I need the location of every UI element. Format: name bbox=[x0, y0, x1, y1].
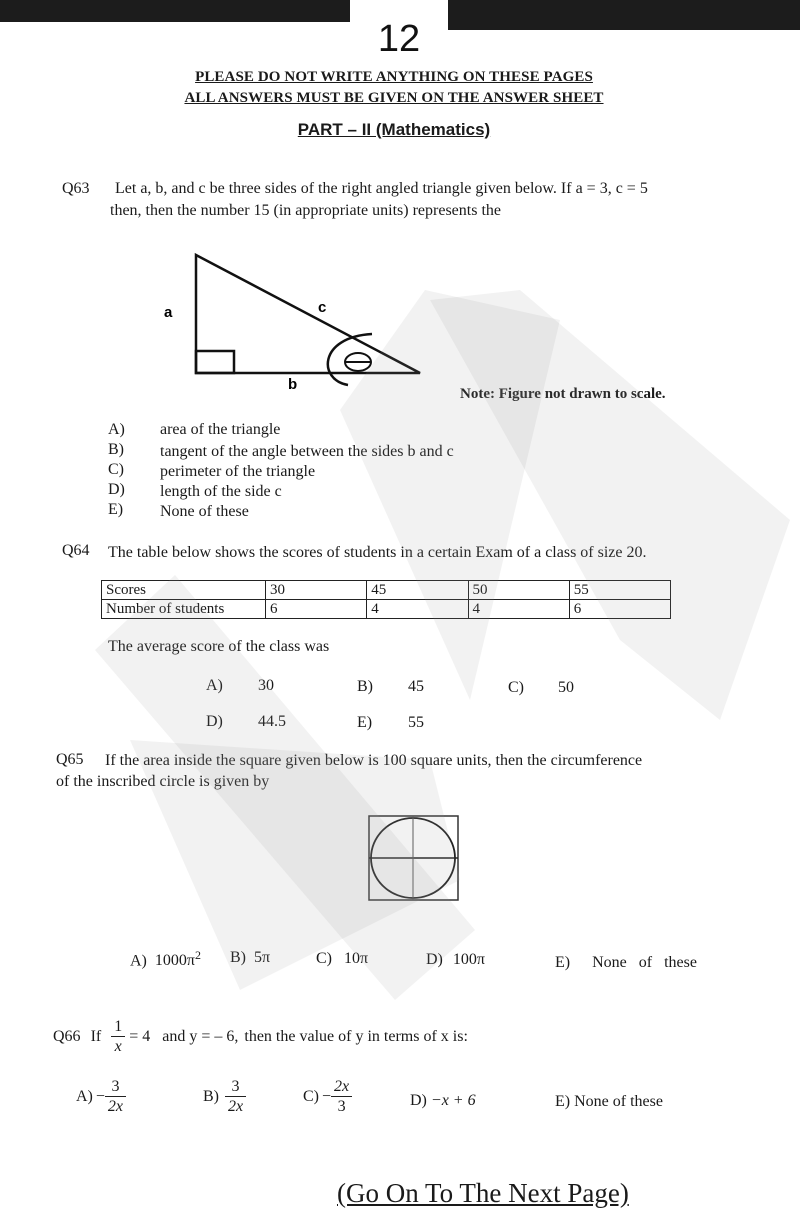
header-bar-left bbox=[0, 0, 350, 22]
q65-option-text: 1000π bbox=[154, 952, 195, 970]
option-sign: − bbox=[322, 1088, 332, 1105]
fraction-numerator: 2x bbox=[331, 1078, 352, 1097]
next-page-footer: (Go On To The Next Page) bbox=[337, 1178, 629, 1208]
option-fraction bbox=[331, 1078, 352, 1117]
q63-option-text: None of these bbox=[160, 503, 249, 520]
q66-number: Q66 bbox=[53, 1028, 81, 1045]
q64-option-text: 55 bbox=[408, 714, 424, 731]
q63-option-letter: E) bbox=[108, 501, 124, 518]
q66-option-c bbox=[303, 1075, 352, 1119]
q65-text-line1: If the area inside the square given below is 100 square units, then the circumference bbox=[105, 752, 643, 769]
q66-option-a bbox=[76, 1075, 126, 1119]
q66-option-letter: A) bbox=[76, 1088, 93, 1105]
q65-option-c bbox=[316, 950, 368, 968]
q66-option-d bbox=[410, 1092, 476, 1110]
q65-option-b bbox=[230, 949, 270, 967]
q64-option-text: 44.5 bbox=[258, 713, 286, 730]
table-cell: 4 bbox=[367, 600, 468, 619]
scores-table bbox=[101, 580, 671, 619]
table-cell: 4 bbox=[468, 600, 569, 619]
fraction-numerator: 3 bbox=[105, 1078, 126, 1097]
q64-option-letter: D) bbox=[206, 713, 223, 730]
q66-and: and y = – 6, bbox=[162, 1028, 239, 1045]
q64-option-letter: A) bbox=[206, 677, 223, 694]
part-title: PART – II (Mathematics) bbox=[297, 120, 491, 139]
table-row bbox=[102, 600, 671, 619]
q64-option-text: 45 bbox=[408, 678, 424, 695]
q65-option-letter: E) bbox=[555, 954, 571, 971]
q65-option-superscript: 2 bbox=[194, 948, 201, 962]
table-cell: 6 bbox=[569, 600, 670, 619]
table-cell: 30 bbox=[266, 581, 367, 600]
q63-number: Q63 bbox=[62, 180, 90, 197]
label-c: c bbox=[318, 299, 327, 316]
q65-option-letter: D) bbox=[426, 951, 443, 968]
q65-option-text: None of these bbox=[592, 954, 697, 971]
inscribed-circle-figure bbox=[366, 813, 462, 903]
q64-option-text: 30 bbox=[258, 677, 274, 694]
fraction-denominator: 2x bbox=[107, 1097, 124, 1115]
option-sign: − bbox=[95, 1088, 105, 1105]
q66-option-text: −x + 6 bbox=[430, 1092, 476, 1109]
q64-option-letter: C) bbox=[508, 679, 524, 696]
q64-text: The table below shows the scores of students in a certain Exam of a class of size 20. bbox=[108, 544, 647, 561]
q63-option-text: area of the triangle bbox=[160, 421, 281, 438]
q63-option-letter: D) bbox=[108, 481, 125, 498]
label-a: a bbox=[164, 304, 173, 321]
table-cell: 50 bbox=[468, 581, 569, 600]
header-bar-right bbox=[448, 0, 800, 30]
q66-option-letter: D) bbox=[410, 1092, 427, 1109]
q66-option-letter: B) bbox=[203, 1088, 219, 1105]
q65-option-e bbox=[555, 954, 697, 972]
q66-if: If bbox=[90, 1028, 102, 1045]
q64-question: The average score of the class was bbox=[108, 638, 330, 655]
q66-option-text: None of these bbox=[574, 1093, 663, 1110]
table-cell: 6 bbox=[266, 600, 367, 619]
q66-option-letter: E) bbox=[555, 1093, 571, 1110]
notice-line-1: PLEASE DO NOT WRITE ANYTHING ON THESE PAGES bbox=[195, 69, 593, 85]
q66-option-b bbox=[203, 1075, 246, 1119]
q63-option-letter: B) bbox=[108, 441, 124, 458]
q65-text-line2: of the inscribed circle is given by bbox=[56, 773, 270, 790]
fraction-denominator: x bbox=[114, 1037, 122, 1055]
q66-fraction bbox=[111, 1018, 125, 1057]
q66-option-letter: C) bbox=[303, 1088, 319, 1105]
option-fraction bbox=[225, 1078, 246, 1117]
q64-option-letter: B) bbox=[357, 678, 373, 695]
figure-note: Note: Figure not drawn to scale. bbox=[460, 386, 666, 402]
q65-option-a bbox=[130, 948, 201, 970]
fraction-denominator: 3 bbox=[337, 1097, 346, 1115]
table-header-cell: Scores bbox=[102, 581, 266, 600]
q65-option-text: 5π bbox=[254, 949, 271, 966]
q65-option-d bbox=[426, 951, 485, 969]
table-row bbox=[102, 581, 671, 600]
q63-option-text: perimeter of the triangle bbox=[160, 463, 316, 480]
triangle-figure bbox=[150, 245, 440, 395]
q66-equals: = 4 bbox=[129, 1028, 151, 1045]
notice-line-2: ALL ANSWERS MUST BE GIVEN ON THE ANSWER SHEET bbox=[184, 90, 604, 106]
option-fraction bbox=[105, 1078, 126, 1117]
fraction-numerator: 3 bbox=[225, 1078, 246, 1097]
q65-option-text: 100π bbox=[452, 951, 485, 968]
q66-rest: then the value of y in terms of x is: bbox=[244, 1028, 468, 1045]
table-header-cell: Number of students bbox=[102, 600, 266, 619]
q65-option-letter: C) bbox=[316, 950, 332, 967]
table-cell: 55 bbox=[569, 581, 670, 600]
q65-option-text: 10π bbox=[344, 950, 369, 967]
fraction-numerator: 1 bbox=[111, 1018, 125, 1037]
q64-option-letter: E) bbox=[357, 714, 373, 731]
q66-option-e bbox=[555, 1093, 663, 1111]
q63-option-letter: C) bbox=[108, 461, 124, 478]
q63-option-text: tangent of the angle between the sides b and c bbox=[160, 443, 454, 460]
q66-statement bbox=[53, 1015, 468, 1059]
q63-text-line2: then, then the number 15 (in appropriate units) represents the bbox=[110, 202, 501, 219]
q65-option-letter: B) bbox=[230, 949, 246, 966]
q63-text-line1: Let a, b, and c be three sides of the right angled triangle given below. If a = 3, c = 5 bbox=[115, 180, 648, 197]
fraction-denominator: 2x bbox=[228, 1097, 244, 1115]
label-b: b bbox=[288, 376, 298, 393]
q65-option-letter: A) bbox=[130, 952, 147, 970]
q65-number: Q65 bbox=[56, 751, 84, 768]
q63-option-letter: A) bbox=[108, 421, 125, 438]
page-number: 12 bbox=[377, 18, 421, 60]
q63-option-text: length of the side c bbox=[160, 483, 282, 500]
table-cell: 45 bbox=[367, 581, 468, 600]
q64-option-text: 50 bbox=[558, 679, 574, 696]
q64-number: Q64 bbox=[62, 542, 90, 559]
